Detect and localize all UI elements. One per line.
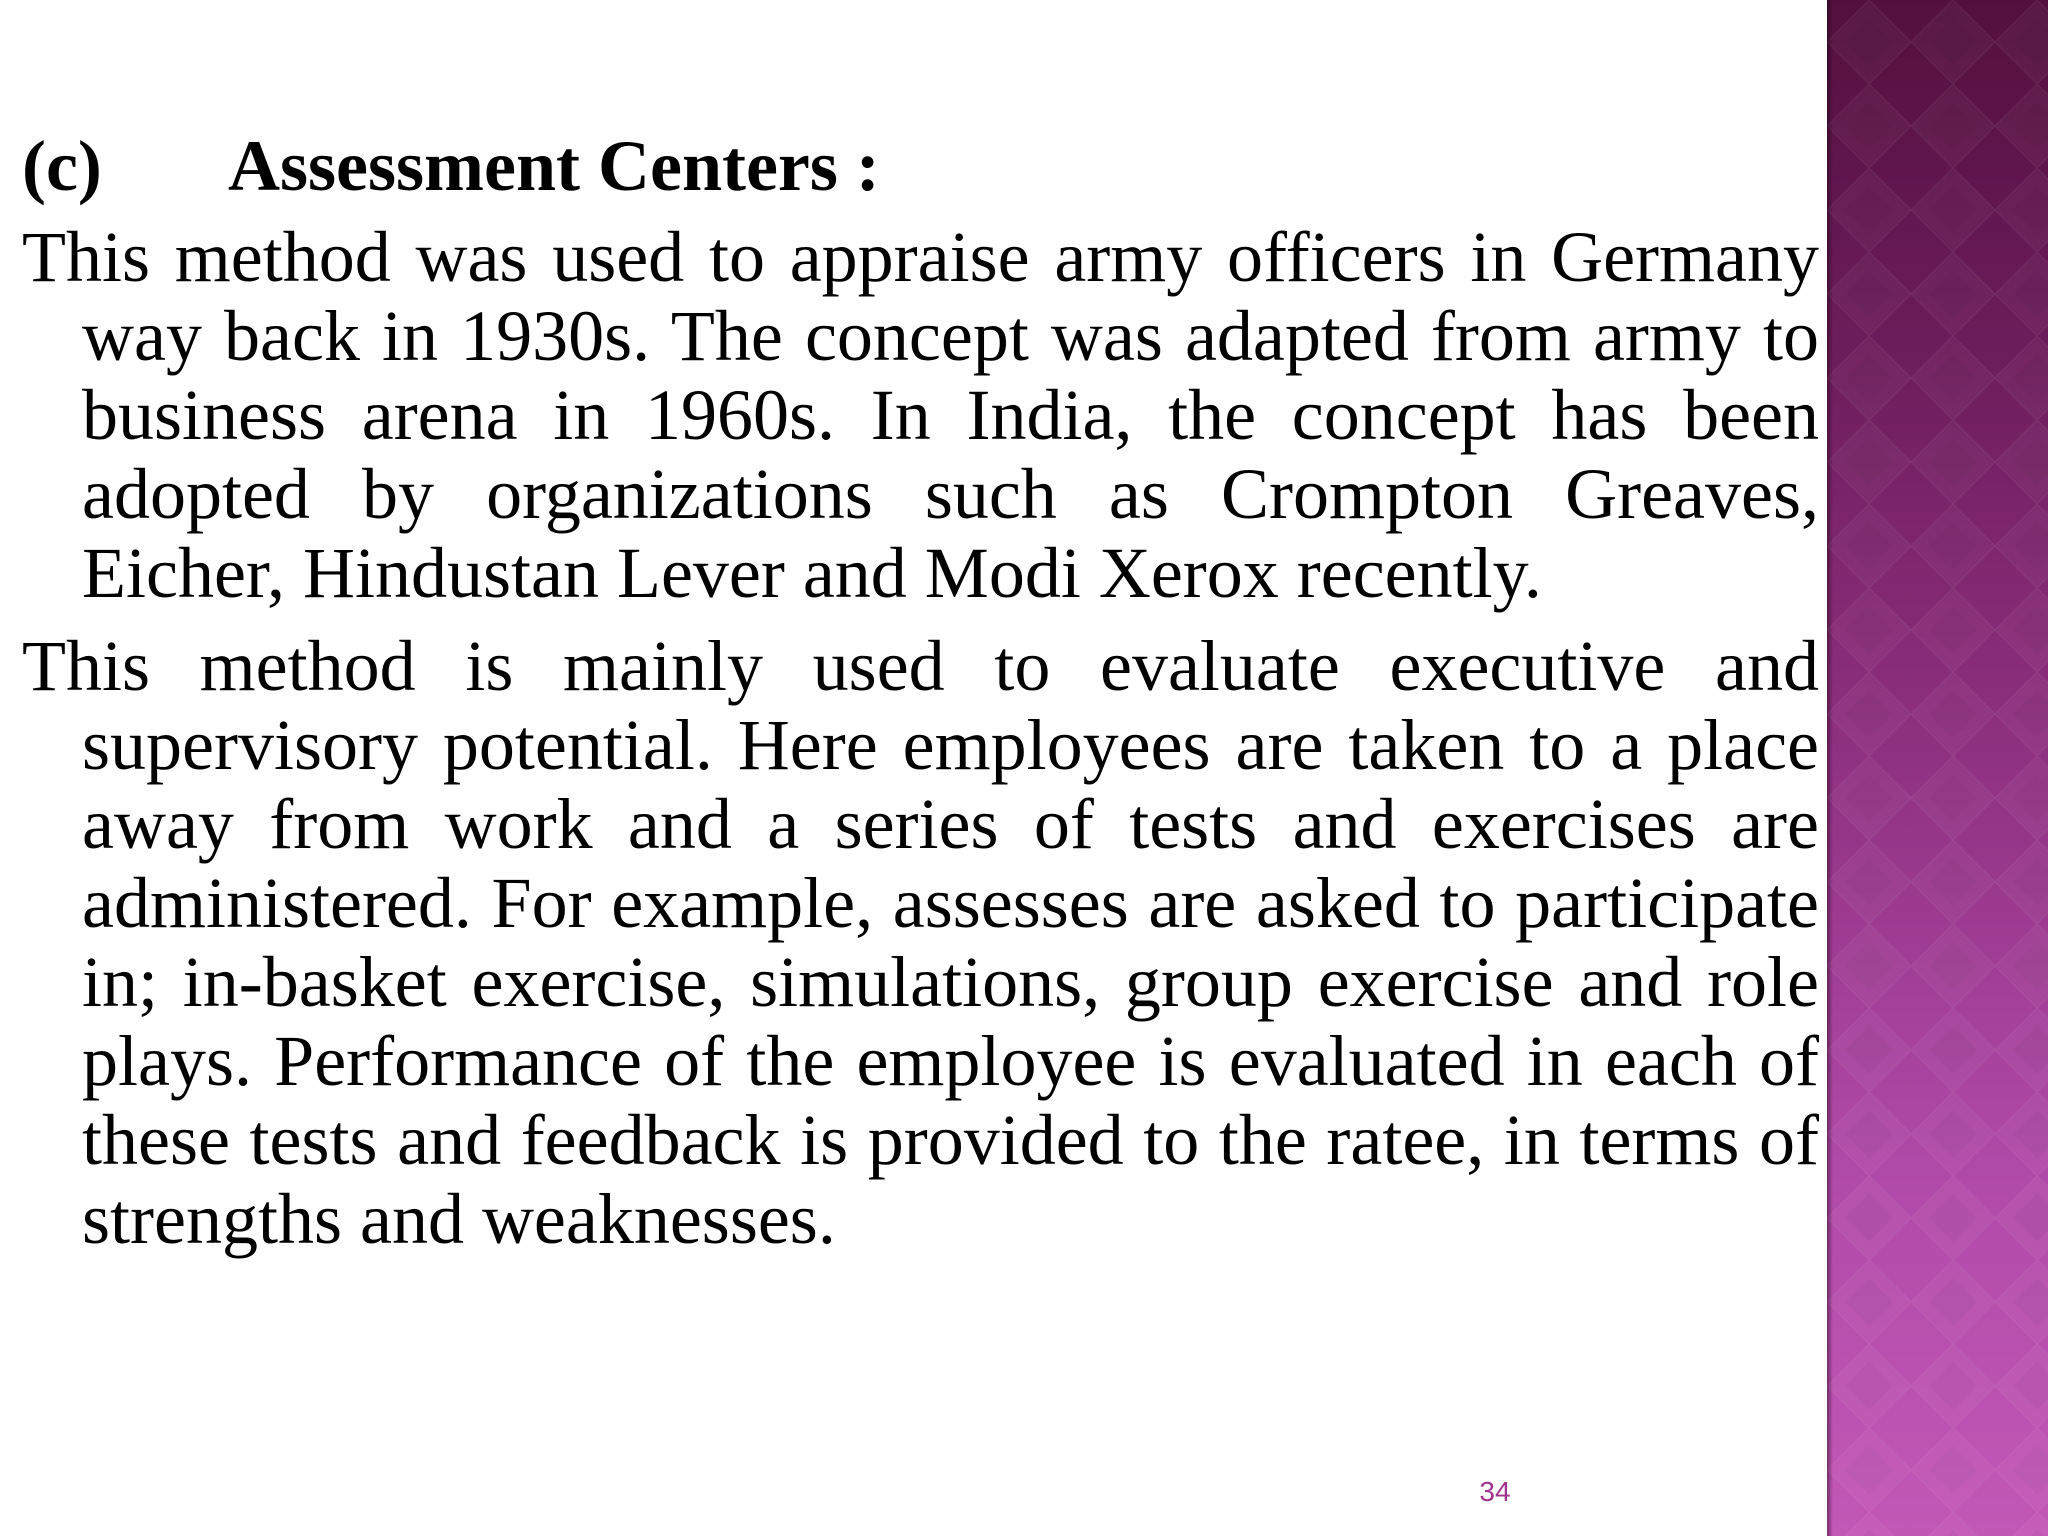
sidebar-shadow-edge — [1827, 0, 1833, 1536]
heading-marker: (c) — [22, 126, 102, 206]
heading-title: Assessment Centers : — [228, 126, 880, 206]
slide-content — [22, 118, 1819, 1259]
paragraph-purpose: This method is mainly used to evaluate executive and supervisory potential. Here employees are taken to a place away from work and a series of tests and exercises are administered. For example, assesses are asked to participate in; in-basket exercise, simulations, group exercise and role plays. Performance of the employee is evaluated in each of these tests and feedback is provided to the ratee, in terms of strengths and weaknesses. — [22, 626, 1819, 1259]
decorative-sidebar — [1827, 0, 2048, 1536]
page-number: 34 — [1479, 1476, 1511, 1507]
paragraph-history: This method was used to appraise army officers in Germany way back in 1930s. The concept was adapted from army to business arena in 1960s. In India, the concept has been adopted by organizations such as Crompton Greaves, Eicher, Hindustan Lever and Modi Xerox recently. — [22, 217, 1819, 613]
slide-heading — [22, 118, 1819, 214]
diamond-pattern — [1827, 0, 2048, 1536]
